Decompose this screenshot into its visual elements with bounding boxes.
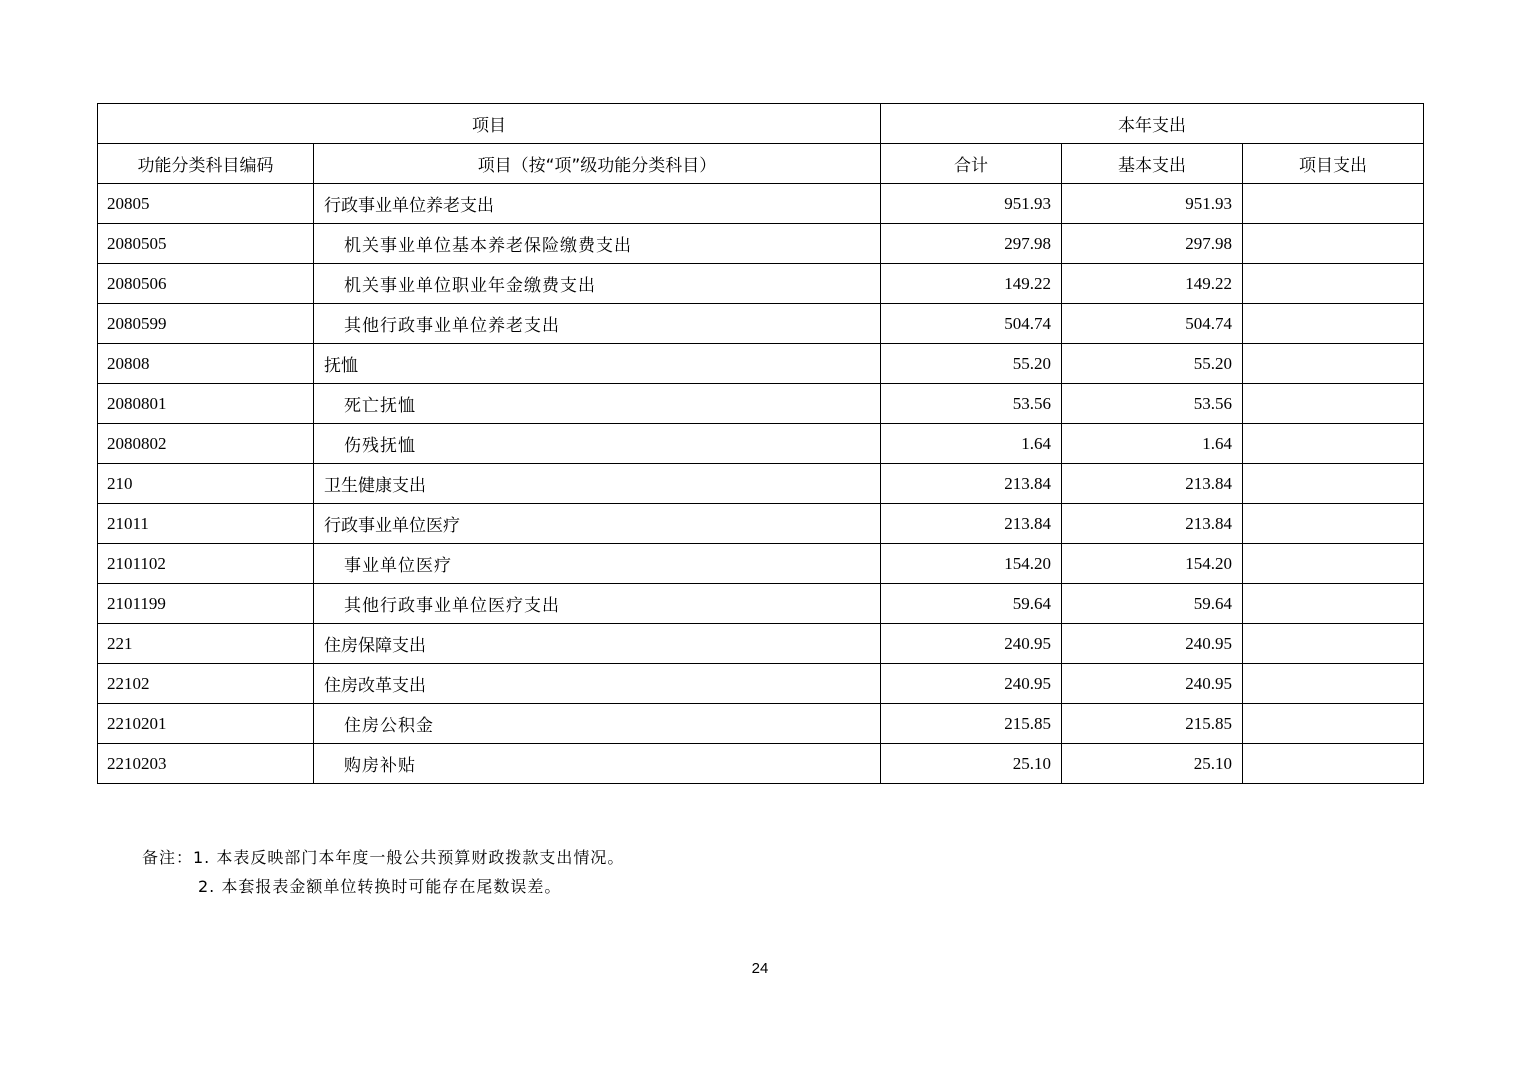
cell-code: 20808 — [98, 344, 314, 384]
cell-total: 240.95 — [881, 664, 1062, 704]
cell-name: 住房保障支出 — [314, 624, 881, 664]
cell-code: 20805 — [98, 184, 314, 224]
cell-name: 事业单位医疗 — [314, 544, 881, 584]
cell-code: 2101102 — [98, 544, 314, 584]
cell-code: 2080801 — [98, 384, 314, 424]
cell-project — [1243, 584, 1424, 624]
table-row — [98, 304, 1424, 344]
cell-basic: 59.64 — [1062, 584, 1243, 624]
cell-name: 行政事业单位养老支出 — [314, 184, 881, 224]
cell-total: 297.98 — [881, 224, 1062, 264]
table-row — [98, 664, 1424, 704]
cell-code: 2080599 — [98, 304, 314, 344]
cell-basic: 504.74 — [1062, 304, 1243, 344]
cell-project — [1243, 744, 1424, 784]
cell-name: 行政事业单位医疗 — [314, 504, 881, 544]
cell-basic: 297.98 — [1062, 224, 1243, 264]
table-row — [98, 184, 1424, 224]
cell-code: 221 — [98, 624, 314, 664]
cell-total: 53.56 — [881, 384, 1062, 424]
table-row — [98, 544, 1424, 584]
cell-basic: 240.95 — [1062, 664, 1243, 704]
cell-basic: 215.85 — [1062, 704, 1243, 744]
header-total: 合计 — [881, 144, 1062, 184]
cell-code: 22102 — [98, 664, 314, 704]
cell-code: 2080505 — [98, 224, 314, 264]
cell-name: 伤残抚恤 — [314, 424, 881, 464]
cell-name: 机关事业单位基本养老保险缴费支出 — [314, 224, 881, 264]
cell-name: 机关事业单位职业年金缴费支出 — [314, 264, 881, 304]
cell-project — [1243, 384, 1424, 424]
cell-name: 购房补贴 — [314, 744, 881, 784]
table-body — [98, 184, 1424, 784]
cell-project — [1243, 624, 1424, 664]
cell-basic: 55.20 — [1062, 344, 1243, 384]
cell-basic: 213.84 — [1062, 464, 1243, 504]
cell-basic: 25.10 — [1062, 744, 1243, 784]
cell-code: 210 — [98, 464, 314, 504]
table-row — [98, 704, 1424, 744]
notes — [142, 843, 624, 901]
cell-basic: 240.95 — [1062, 624, 1243, 664]
note-line-1: 备注：1. 本表反映部门本年度一般公共预算财政拨款支出情况。 — [142, 848, 625, 867]
table-header-row-1 — [98, 104, 1424, 144]
cell-total: 1.64 — [881, 424, 1062, 464]
header-project: 项目支出 — [1243, 144, 1424, 184]
table-row — [98, 344, 1424, 384]
header-basic: 基本支出 — [1062, 144, 1243, 184]
header-expense-group: 本年支出 — [881, 104, 1424, 144]
cell-project — [1243, 344, 1424, 384]
cell-total: 240.95 — [881, 624, 1062, 664]
cell-project — [1243, 304, 1424, 344]
cell-basic: 154.20 — [1062, 544, 1243, 584]
table-row — [98, 424, 1424, 464]
cell-code: 2080802 — [98, 424, 314, 464]
cell-code: 2080506 — [98, 264, 314, 304]
cell-project — [1243, 184, 1424, 224]
cell-name: 死亡抚恤 — [314, 384, 881, 424]
cell-total: 25.10 — [881, 744, 1062, 784]
cell-name: 卫生健康支出 — [314, 464, 881, 504]
cell-name: 住房改革支出 — [314, 664, 881, 704]
header-project-group: 项目 — [98, 104, 881, 144]
cell-name: 住房公积金 — [314, 704, 881, 744]
cell-total: 59.64 — [881, 584, 1062, 624]
budget-expenditure-table — [97, 103, 1424, 784]
cell-total: 149.22 — [881, 264, 1062, 304]
cell-code: 2210201 — [98, 704, 314, 744]
table-row — [98, 744, 1424, 784]
cell-name: 其他行政事业单位养老支出 — [314, 304, 881, 344]
cell-total: 55.20 — [881, 344, 1062, 384]
table-row — [98, 224, 1424, 264]
cell-code: 21011 — [98, 504, 314, 544]
page-number: 24 — [751, 960, 769, 977]
cell-code: 2210203 — [98, 744, 314, 784]
table-header-row-2 — [98, 144, 1424, 184]
table-row — [98, 504, 1424, 544]
cell-basic: 1.64 — [1062, 424, 1243, 464]
cell-name: 其他行政事业单位医疗支出 — [314, 584, 881, 624]
cell-project — [1243, 704, 1424, 744]
table-row — [98, 584, 1424, 624]
table-row — [98, 464, 1424, 504]
cell-basic: 951.93 — [1062, 184, 1243, 224]
cell-basic: 213.84 — [1062, 504, 1243, 544]
header-name: 项目（按“项”级功能分类科目） — [314, 144, 881, 184]
cell-basic: 149.22 — [1062, 264, 1243, 304]
cell-total: 951.93 — [881, 184, 1062, 224]
cell-total: 154.20 — [881, 544, 1062, 584]
cell-project — [1243, 464, 1424, 504]
cell-basic: 53.56 — [1062, 384, 1243, 424]
table-row — [98, 264, 1424, 304]
cell-project — [1243, 424, 1424, 464]
table-row — [98, 384, 1424, 424]
cell-project — [1243, 664, 1424, 704]
cell-project — [1243, 504, 1424, 544]
header-code: 功能分类科目编码 — [98, 144, 314, 184]
cell-total: 213.84 — [881, 464, 1062, 504]
table-row — [98, 624, 1424, 664]
cell-code: 2101199 — [98, 584, 314, 624]
cell-total: 215.85 — [881, 704, 1062, 744]
note-line-2: 2. 本套报表金额单位转换时可能存在尾数误差。 — [198, 877, 562, 896]
cell-project — [1243, 224, 1424, 264]
cell-name: 抚恤 — [314, 344, 881, 384]
cell-total: 504.74 — [881, 304, 1062, 344]
cell-project — [1243, 264, 1424, 304]
cell-project — [1243, 544, 1424, 584]
cell-total: 213.84 — [881, 504, 1062, 544]
